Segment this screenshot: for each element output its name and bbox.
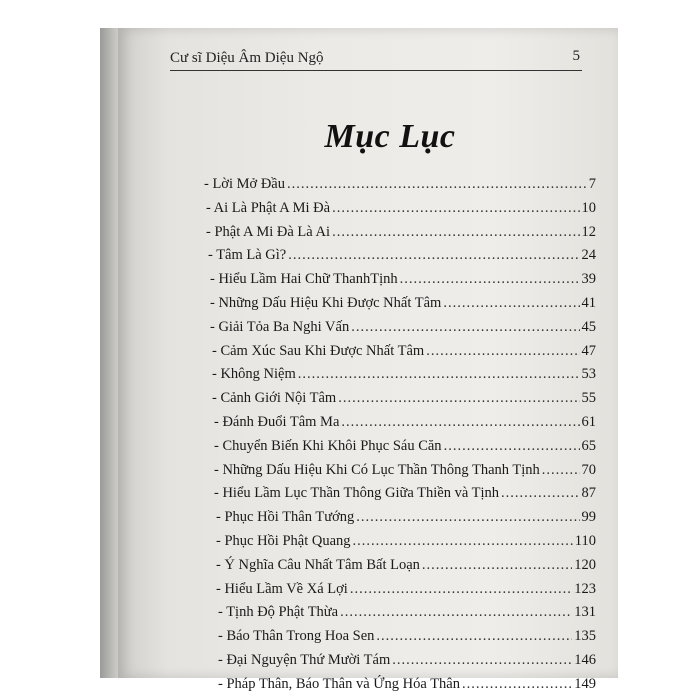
toc-entry	[196, 366, 596, 390]
toc-entry-page: 65	[581, 437, 596, 454]
toc-entry	[196, 628, 596, 652]
toc-entry-page: 55	[581, 390, 596, 407]
toc-leader-dots	[422, 557, 572, 574]
toc-entry-page: 149	[574, 675, 596, 692]
toc-leader-dots	[288, 247, 579, 264]
toc-entry-page: 12	[581, 223, 596, 240]
toc-entry-title: - Những Dấu Hiệu Khi Được Nhất Tâm	[210, 294, 442, 311]
toc-entry-title: - Cảnh Giới Nội Tâm	[212, 390, 337, 407]
toc-leader-dots	[287, 176, 587, 193]
page-title: Mục Lục	[324, 118, 456, 155]
toc-leader-dots	[350, 581, 572, 598]
toc-entry-page: 123	[574, 580, 596, 597]
toc-leader-dots	[338, 390, 579, 407]
toc-entry-title: - Ý Nghĩa Câu Nhất Tâm Bất Loạn	[216, 556, 420, 573]
toc-entry	[196, 652, 596, 676]
toc-entry-title: - Phục Hồi Thân Tướng	[216, 509, 355, 526]
toc-entry-page: 99	[581, 509, 596, 526]
toc-entry	[196, 485, 596, 509]
toc-entry-title: - Cảm Xúc Sau Khi Được Nhất Tâm	[212, 342, 425, 359]
toc-entry	[196, 604, 596, 628]
running-header	[170, 48, 582, 71]
toc-leader-dots	[332, 224, 579, 241]
toc-entry-title: - Pháp Thân, Báo Thân và Ứng Hóa Thân	[218, 675, 460, 692]
toc-entry-page: 7	[588, 176, 596, 192]
toc-leader-dots	[426, 343, 579, 360]
toc-entry-page: 146	[574, 651, 596, 668]
toc-leader-dots	[356, 509, 579, 526]
toc-entry	[196, 176, 596, 200]
toc-entry-page: 87	[581, 485, 596, 502]
toc-entry	[196, 533, 596, 557]
toc-entry-title: - Chuyển Biến Khi Khôi Phục Sáu Căn	[214, 437, 442, 454]
toc-entry-page: 39	[581, 271, 596, 288]
toc-entry-title: - Hiểu Lầm Hai Chữ ThanhTịnh	[210, 271, 398, 288]
toc-entry	[196, 462, 596, 486]
toc-entry	[196, 414, 596, 438]
toc-entry-title: - Phật A Mi Đà Là Ai	[206, 223, 331, 240]
toc-entry	[196, 271, 596, 295]
toc-entry-title: - Báo Thân Trong Hoa Sen	[218, 628, 375, 645]
toc-entry	[196, 295, 596, 319]
toc-entry	[196, 319, 596, 343]
toc-leader-dots	[443, 295, 579, 312]
toc-entry-title: - Phục Hồi Phật Quang	[216, 532, 351, 549]
toc-entry-page: 61	[581, 413, 596, 430]
toc-entry-page: 135	[574, 628, 596, 645]
toc-entry	[196, 557, 596, 581]
toc-entry-title: - Ai Là Phật A Mi Đà	[206, 199, 331, 216]
toc-entry-title: - Không Niệm	[212, 366, 296, 383]
toc-entry-title: - Giải Tỏa Ba Nghi Vấn	[210, 318, 350, 335]
toc-leader-dots	[400, 271, 580, 288]
toc-leader-dots	[501, 485, 579, 502]
toc-leader-dots	[376, 628, 572, 645]
header-page-number: 5	[572, 48, 580, 64]
toc-entry	[196, 676, 596, 700]
toc-leader-dots	[341, 414, 579, 431]
toc-entry-page: 45	[581, 318, 596, 335]
toc-entry-page: 131	[574, 604, 596, 621]
toc-entry-title: - Hiểu Lầm Lục Thần Thông Giữa Thiền và Tịnh	[214, 485, 500, 502]
toc-entry	[196, 581, 596, 605]
toc-entry-page: 110	[574, 532, 596, 549]
toc-entry-title: - Lời Mở Đầu	[204, 176, 285, 192]
toc-entry-page: 70	[581, 461, 596, 478]
toc-leader-dots	[542, 462, 580, 479]
toc-entry	[196, 200, 596, 224]
toc-entry-title: - Những Dấu Hiệu Khi Có Lục Thần Thông Thanh Tịnh	[214, 461, 540, 478]
toc-entry	[196, 224, 596, 248]
toc-leader-dots	[462, 676, 572, 693]
toc-leader-dots	[332, 200, 579, 217]
toc-entry-page: 120	[574, 556, 596, 573]
toc-entry-page: 24	[581, 247, 596, 264]
toc-entry-title: - Tâm Là Gì?	[208, 247, 287, 264]
toc-leader-dots	[392, 652, 572, 669]
toc-entry	[196, 509, 596, 533]
header-author: Cư sĩ Diệu Âm Diệu Ngộ	[170, 50, 324, 66]
toc-entry-title: - Đánh Đuổi Tâm Ma	[214, 413, 340, 430]
toc-leader-dots	[351, 319, 579, 336]
toc-entry-title: - Đại Nguyện Thứ Mười Tám	[218, 651, 391, 668]
toc-entry-page: 10	[581, 199, 596, 216]
toc-entry	[196, 390, 596, 414]
toc-entry	[196, 343, 596, 367]
toc-entry-page: 41	[581, 294, 596, 311]
table-of-contents	[196, 176, 596, 700]
toc-entry-page: 47	[581, 342, 596, 359]
toc-entry-title: - Tịnh Độ Phật Thừa	[218, 604, 339, 621]
toc-leader-dots	[298, 366, 580, 383]
toc-leader-dots	[353, 533, 573, 550]
toc-entry	[196, 438, 596, 462]
toc-entry	[196, 247, 596, 271]
toc-leader-dots	[444, 438, 580, 455]
toc-entry-page: 53	[581, 366, 596, 383]
toc-entry-title: - Hiểu Lầm Về Xá Lợi	[216, 580, 348, 597]
toc-leader-dots	[340, 604, 572, 621]
